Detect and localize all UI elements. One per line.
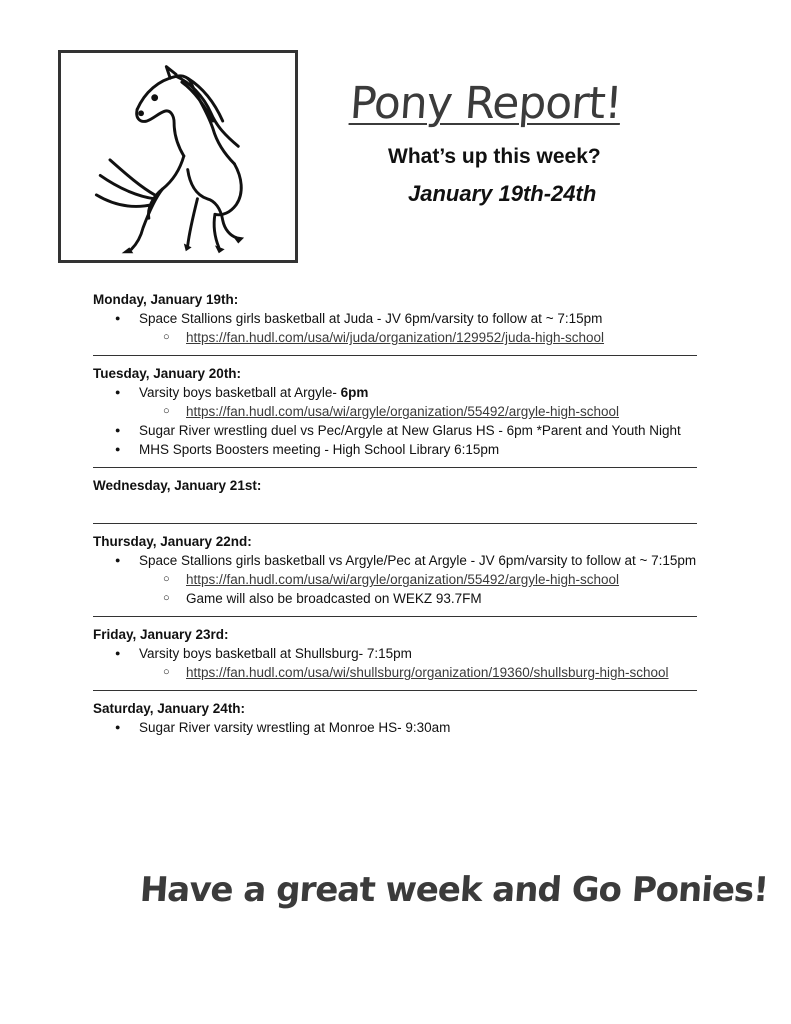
divider: [93, 690, 697, 691]
closing-message: Have a great week and Go Ponies!: [138, 870, 770, 910]
event-text: MHS Sports Boosters meeting - High School Library 6:15pm: [139, 442, 500, 457]
broadcast-note: Game will also be broadcasted on WEKZ 93.7FM: [186, 591, 482, 606]
schedule: [93, 290, 698, 737]
list-item: [93, 718, 698, 737]
list-item: [93, 421, 698, 440]
date-range: January 19th-24th: [408, 181, 597, 206]
sub-list-item: [139, 663, 698, 682]
day-heading: Tuesday, January 20th:: [93, 366, 242, 381]
event-text: Varsity boys basketball at Argyle-: [139, 385, 341, 400]
mustang-logo: [58, 50, 298, 263]
day-heading: Wednesday, January 21st:: [93, 478, 262, 493]
day-tuesday: [93, 364, 698, 459]
hudl-stream-link[interactable]: https://fan.hudl.com/usa/wi/juda/organization/129952/juda-high-school: [186, 330, 605, 345]
list-item: [93, 551, 698, 608]
day-friday: [93, 625, 698, 682]
event-text: Space Stallions girls basketball at Juda - JV 6pm/varsity to follow at ~ 7:15pm: [139, 311, 603, 326]
divider: [93, 467, 697, 468]
event-text: Sugar River varsity wrestling at Monroe HS- 9:30am: [139, 720, 451, 735]
divider: [93, 355, 697, 356]
day-thursday: [93, 532, 698, 608]
list-item: [93, 383, 698, 421]
page-subtitle: What’s up this week?: [388, 145, 601, 168]
event-text: Space Stallions girls basketball vs Argyle/Pec at Argyle - JV 6pm/varsity to follow at ~ 7:15pm: [139, 553, 697, 568]
hudl-stream-link[interactable]: https://fan.hudl.com/usa/wi/shullsburg/organization/19360/shullsburg-high-school: [186, 665, 669, 680]
divider: [93, 523, 697, 524]
divider: [93, 616, 697, 617]
list-item: [93, 644, 698, 682]
sub-list-item: [139, 328, 698, 347]
day-wednesday: [93, 476, 698, 515]
day-monday: [93, 290, 698, 347]
event-text: Sugar River wrestling duel vs Pec/Argyle at New Glarus HS - 6pm *Parent and Youth Night: [139, 423, 681, 438]
hudl-stream-link[interactable]: https://fan.hudl.com/usa/wi/argyle/organization/55492/argyle-high-school: [186, 404, 620, 419]
day-heading: Thursday, January 22nd:: [93, 534, 252, 549]
sub-list-item: [139, 402, 698, 421]
day-heading: Friday, January 23rd:: [93, 627, 229, 642]
empty-day-spacer: [93, 495, 698, 515]
sub-list-item: [139, 589, 698, 608]
day-heading: Saturday, January 24th:: [93, 701, 246, 716]
list-item: [93, 440, 698, 459]
list-item: [93, 309, 698, 347]
day-heading: Monday, January 19th:: [93, 292, 239, 307]
day-saturday: [93, 699, 698, 737]
sub-list-item: [139, 570, 698, 589]
page-title: Pony Report!: [348, 78, 624, 129]
mustang-horse-icon: [61, 53, 295, 260]
hudl-stream-link[interactable]: https://fan.hudl.com/usa/wi/argyle/organization/55492/argyle-high-school: [186, 572, 620, 587]
event-text: Varsity boys basketball at Shullsburg- 7:15pm: [139, 646, 412, 661]
event-time-bold: 6pm: [340, 385, 369, 400]
